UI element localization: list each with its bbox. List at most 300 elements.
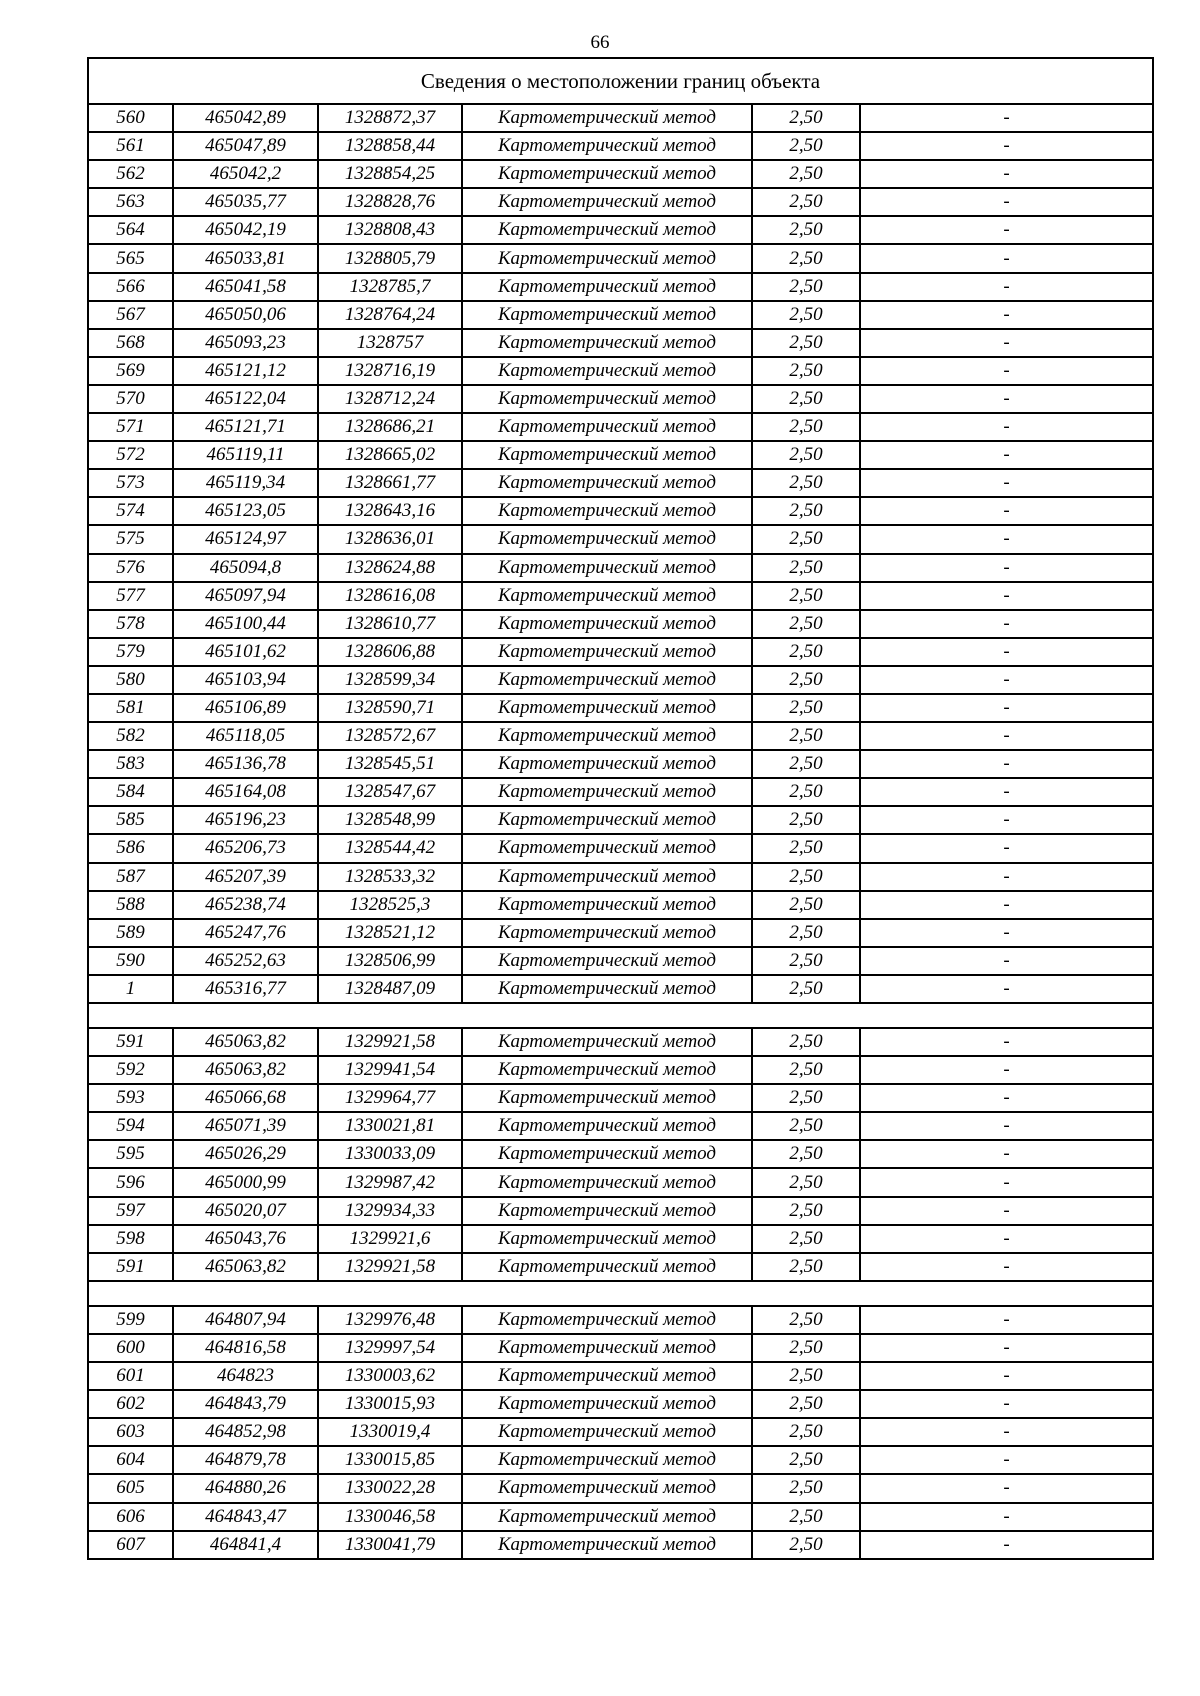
accuracy-cell: 2,50 — [752, 975, 860, 1003]
point-number-cell: 571 — [88, 413, 173, 441]
description-cell: - — [860, 1168, 1153, 1196]
description-cell: - — [860, 216, 1153, 244]
x-coordinate-cell: 465119,34 — [173, 469, 318, 497]
point-number-cell: 586 — [88, 834, 173, 862]
description-cell: - — [860, 666, 1153, 694]
method-cell: Картометрический метод — [462, 1362, 752, 1390]
x-coordinate-cell: 465124,97 — [173, 525, 318, 553]
table-row — [88, 1474, 1153, 1502]
y-coordinate-cell: 1329987,42 — [318, 1168, 462, 1196]
method-cell: Картометрический метод — [462, 694, 752, 722]
x-coordinate-cell: 464807,94 — [173, 1306, 318, 1334]
description-cell: - — [860, 1362, 1153, 1390]
accuracy-cell: 2,50 — [752, 441, 860, 469]
y-coordinate-cell: 1328808,43 — [318, 216, 462, 244]
accuracy-cell: 2,50 — [752, 216, 860, 244]
point-number-cell: 563 — [88, 188, 173, 216]
x-coordinate-cell: 464816,58 — [173, 1334, 318, 1362]
method-cell: Картометрический метод — [462, 1503, 752, 1531]
point-number-cell: 599 — [88, 1306, 173, 1334]
table-row — [88, 441, 1153, 469]
method-cell: Картометрический метод — [462, 244, 752, 272]
method-cell: Картометрический метод — [462, 834, 752, 862]
x-coordinate-cell: 465136,78 — [173, 750, 318, 778]
point-number-cell: 561 — [88, 132, 173, 160]
description-cell: - — [860, 385, 1153, 413]
y-coordinate-cell: 1328506,99 — [318, 947, 462, 975]
method-cell: Картометрический метод — [462, 806, 752, 834]
method-cell: Картометрический метод — [462, 301, 752, 329]
y-coordinate-cell: 1330033,09 — [318, 1140, 462, 1168]
accuracy-cell: 2,50 — [752, 273, 860, 301]
y-coordinate-cell: 1328548,99 — [318, 806, 462, 834]
x-coordinate-cell: 465042,89 — [173, 104, 318, 132]
point-number-cell: 579 — [88, 638, 173, 666]
description-cell: - — [860, 778, 1153, 806]
table-row — [88, 891, 1153, 919]
x-coordinate-cell: 465042,2 — [173, 160, 318, 188]
x-coordinate-cell: 465121,12 — [173, 357, 318, 385]
table-row — [88, 1140, 1153, 1168]
table-row — [88, 1362, 1153, 1390]
table-row — [88, 273, 1153, 301]
point-number-cell: 605 — [88, 1474, 173, 1502]
accuracy-cell: 2,50 — [752, 357, 860, 385]
accuracy-cell: 2,50 — [752, 1253, 860, 1281]
accuracy-cell: 2,50 — [752, 1028, 860, 1056]
y-coordinate-cell: 1328572,67 — [318, 722, 462, 750]
point-number-cell: 606 — [88, 1503, 173, 1531]
y-coordinate-cell: 1328665,02 — [318, 441, 462, 469]
description-cell: - — [860, 188, 1153, 216]
point-number-cell: 604 — [88, 1446, 173, 1474]
accuracy-cell: 2,50 — [752, 582, 860, 610]
method-cell: Картометрический метод — [462, 1306, 752, 1334]
method-cell: Картометрический метод — [462, 610, 752, 638]
y-coordinate-cell: 1328661,77 — [318, 469, 462, 497]
point-number-cell: 593 — [88, 1084, 173, 1112]
x-coordinate-cell: 465043,76 — [173, 1225, 318, 1253]
table-row — [88, 216, 1153, 244]
y-coordinate-cell: 1328624,88 — [318, 554, 462, 582]
y-coordinate-cell: 1328712,24 — [318, 385, 462, 413]
table-row — [88, 1446, 1153, 1474]
accuracy-cell: 2,50 — [752, 1446, 860, 1474]
x-coordinate-cell: 465063,82 — [173, 1253, 318, 1281]
y-coordinate-cell: 1329934,33 — [318, 1197, 462, 1225]
y-coordinate-cell: 1328590,71 — [318, 694, 462, 722]
y-coordinate-cell: 1329997,54 — [318, 1334, 462, 1362]
method-cell: Картометрический метод — [462, 1168, 752, 1196]
description-cell: - — [860, 947, 1153, 975]
point-number-cell: 598 — [88, 1225, 173, 1253]
point-number-cell: 576 — [88, 554, 173, 582]
description-cell: - — [860, 104, 1153, 132]
method-cell: Картометрический метод — [462, 329, 752, 357]
x-coordinate-cell: 465026,29 — [173, 1140, 318, 1168]
x-coordinate-cell: 465042,19 — [173, 216, 318, 244]
method-cell: Картометрический метод — [462, 947, 752, 975]
table-row — [88, 525, 1153, 553]
description-cell: - — [860, 160, 1153, 188]
y-coordinate-cell: 1328521,12 — [318, 919, 462, 947]
y-coordinate-cell: 1328636,01 — [318, 525, 462, 553]
x-coordinate-cell: 465103,94 — [173, 666, 318, 694]
table-row — [88, 132, 1153, 160]
point-number-cell: 596 — [88, 1168, 173, 1196]
description-cell: - — [860, 554, 1153, 582]
table-row — [88, 722, 1153, 750]
y-coordinate-cell: 1329921,6 — [318, 1225, 462, 1253]
point-number-cell: 570 — [88, 385, 173, 413]
description-cell: - — [860, 975, 1153, 1003]
method-cell: Картометрический метод — [462, 1253, 752, 1281]
description-cell: - — [860, 1253, 1153, 1281]
x-coordinate-cell: 465252,63 — [173, 947, 318, 975]
y-coordinate-cell: 1328487,09 — [318, 975, 462, 1003]
point-number-cell: 591 — [88, 1028, 173, 1056]
point-number-cell: 560 — [88, 104, 173, 132]
table-row — [88, 806, 1153, 834]
x-coordinate-cell: 465123,05 — [173, 497, 318, 525]
description-cell: - — [860, 244, 1153, 272]
accuracy-cell: 2,50 — [752, 1531, 860, 1559]
table-row — [88, 1306, 1153, 1334]
table-row — [88, 750, 1153, 778]
accuracy-cell: 2,50 — [752, 1390, 860, 1418]
table-row — [88, 694, 1153, 722]
description-cell: - — [860, 1112, 1153, 1140]
description-cell: - — [860, 132, 1153, 160]
description-cell: - — [860, 1225, 1153, 1253]
accuracy-cell: 2,50 — [752, 1084, 860, 1112]
point-number-cell: 603 — [88, 1418, 173, 1446]
y-coordinate-cell: 1330019,4 — [318, 1418, 462, 1446]
description-cell: - — [860, 301, 1153, 329]
point-number-cell: 565 — [88, 244, 173, 272]
point-number-cell: 568 — [88, 329, 173, 357]
description-cell: - — [860, 582, 1153, 610]
y-coordinate-cell: 1329941,54 — [318, 1056, 462, 1084]
point-number-cell: 584 — [88, 778, 173, 806]
accuracy-cell: 2,50 — [752, 1474, 860, 1502]
description-cell: - — [860, 1028, 1153, 1056]
table-row — [88, 1225, 1153, 1253]
accuracy-cell: 2,50 — [752, 778, 860, 806]
table-row — [88, 1197, 1153, 1225]
accuracy-cell: 2,50 — [752, 1503, 860, 1531]
method-cell: Картометрический метод — [462, 104, 752, 132]
description-cell: - — [860, 834, 1153, 862]
point-number-cell: 591 — [88, 1253, 173, 1281]
accuracy-cell: 2,50 — [752, 1334, 860, 1362]
table-row — [88, 357, 1153, 385]
y-coordinate-cell: 1328872,37 — [318, 104, 462, 132]
table-row — [88, 834, 1153, 862]
table-row — [88, 244, 1153, 272]
table-row — [88, 863, 1153, 891]
x-coordinate-cell: 465066,68 — [173, 1084, 318, 1112]
x-coordinate-cell: 465020,07 — [173, 1197, 318, 1225]
description-cell: - — [860, 357, 1153, 385]
accuracy-cell: 2,50 — [752, 834, 860, 862]
accuracy-cell: 2,50 — [752, 1140, 860, 1168]
point-number-cell: 577 — [88, 582, 173, 610]
point-number-cell: 607 — [88, 1531, 173, 1559]
point-number-cell: 594 — [88, 1112, 173, 1140]
y-coordinate-cell: 1328854,25 — [318, 160, 462, 188]
x-coordinate-cell: 464843,79 — [173, 1390, 318, 1418]
method-cell: Картометрический метод — [462, 413, 752, 441]
description-cell: - — [860, 891, 1153, 919]
accuracy-cell: 2,50 — [752, 188, 860, 216]
accuracy-cell: 2,50 — [752, 132, 860, 160]
point-number-cell: 573 — [88, 469, 173, 497]
accuracy-cell: 2,50 — [752, 329, 860, 357]
description-cell: - — [860, 1197, 1153, 1225]
accuracy-cell: 2,50 — [752, 469, 860, 497]
table-row — [88, 1168, 1153, 1196]
x-coordinate-cell: 465164,08 — [173, 778, 318, 806]
accuracy-cell: 2,50 — [752, 1197, 860, 1225]
description-cell: - — [860, 638, 1153, 666]
accuracy-cell: 2,50 — [752, 1418, 860, 1446]
y-coordinate-cell: 1328643,16 — [318, 497, 462, 525]
table-row — [88, 385, 1153, 413]
method-cell: Картометрический метод — [462, 357, 752, 385]
page-number: 66 — [590, 32, 610, 53]
y-coordinate-cell: 1328757 — [318, 329, 462, 357]
description-cell: - — [860, 750, 1153, 778]
point-number-cell: 583 — [88, 750, 173, 778]
description-cell: - — [860, 1474, 1153, 1502]
x-coordinate-cell: 465316,77 — [173, 975, 318, 1003]
y-coordinate-cell: 1328828,76 — [318, 188, 462, 216]
point-number-cell: 574 — [88, 497, 173, 525]
table-row — [88, 188, 1153, 216]
x-coordinate-cell: 465206,73 — [173, 834, 318, 862]
description-cell: - — [860, 469, 1153, 497]
table-row — [88, 610, 1153, 638]
accuracy-cell: 2,50 — [752, 666, 860, 694]
accuracy-cell: 2,50 — [752, 1306, 860, 1334]
method-cell: Картометрический метод — [462, 216, 752, 244]
description-cell: - — [860, 441, 1153, 469]
description-cell: - — [860, 413, 1153, 441]
x-coordinate-cell: 465050,06 — [173, 301, 318, 329]
point-number-cell: 564 — [88, 216, 173, 244]
x-coordinate-cell: 464843,47 — [173, 1503, 318, 1531]
method-cell: Картометрический метод — [462, 582, 752, 610]
point-number-cell: 567 — [88, 301, 173, 329]
x-coordinate-cell: 465041,58 — [173, 273, 318, 301]
table-row — [88, 1418, 1153, 1446]
accuracy-cell: 2,50 — [752, 863, 860, 891]
y-coordinate-cell: 1330041,79 — [318, 1531, 462, 1559]
method-cell: Картометрический метод — [462, 132, 752, 160]
y-coordinate-cell: 1328805,79 — [318, 244, 462, 272]
table-row — [88, 301, 1153, 329]
point-number-cell: 581 — [88, 694, 173, 722]
method-cell: Картометрический метод — [462, 160, 752, 188]
description-cell: - — [860, 806, 1153, 834]
x-coordinate-cell: 465033,81 — [173, 244, 318, 272]
method-cell: Картометрический метод — [462, 1197, 752, 1225]
point-number-cell: 602 — [88, 1390, 173, 1418]
table-row — [88, 413, 1153, 441]
method-cell: Картометрический метод — [462, 1028, 752, 1056]
method-cell: Картометрический метод — [462, 1140, 752, 1168]
y-coordinate-cell: 1328544,42 — [318, 834, 462, 862]
x-coordinate-cell: 465063,82 — [173, 1028, 318, 1056]
table-row — [88, 1390, 1153, 1418]
table-row — [88, 329, 1153, 357]
accuracy-cell: 2,50 — [752, 1112, 860, 1140]
point-number-cell: 592 — [88, 1056, 173, 1084]
table-row — [88, 554, 1153, 582]
point-number-cell: 601 — [88, 1362, 173, 1390]
y-coordinate-cell: 1330022,28 — [318, 1474, 462, 1502]
table-row — [88, 1112, 1153, 1140]
x-coordinate-cell: 465097,94 — [173, 582, 318, 610]
table-row — [88, 666, 1153, 694]
y-coordinate-cell: 1329976,48 — [318, 1306, 462, 1334]
description-cell: - — [860, 863, 1153, 891]
method-cell: Картометрический метод — [462, 385, 752, 413]
description-cell: - — [860, 329, 1153, 357]
x-coordinate-cell: 465071,39 — [173, 1112, 318, 1140]
x-coordinate-cell: 464879,78 — [173, 1446, 318, 1474]
table-title: Сведения о местоположении границ объекта — [88, 58, 1153, 104]
description-cell: - — [860, 1306, 1153, 1334]
x-coordinate-cell: 465094,8 — [173, 554, 318, 582]
description-cell: - — [860, 1084, 1153, 1112]
method-cell: Картометрический метод — [462, 441, 752, 469]
table-body — [88, 104, 1153, 1559]
method-cell: Картометрический метод — [462, 188, 752, 216]
description-cell: - — [860, 497, 1153, 525]
method-cell: Картометрический метод — [462, 778, 752, 806]
y-coordinate-cell: 1328606,88 — [318, 638, 462, 666]
accuracy-cell: 2,50 — [752, 750, 860, 778]
separator-cell — [88, 1281, 1153, 1306]
accuracy-cell: 2,50 — [752, 1056, 860, 1084]
method-cell: Картометрический метод — [462, 1225, 752, 1253]
table-row — [88, 1334, 1153, 1362]
table-row — [88, 497, 1153, 525]
point-number-cell: 578 — [88, 610, 173, 638]
y-coordinate-cell: 1328716,19 — [318, 357, 462, 385]
y-coordinate-cell: 1328545,51 — [318, 750, 462, 778]
table-row — [88, 104, 1153, 132]
method-cell: Картометрический метод — [462, 638, 752, 666]
description-cell: - — [860, 1418, 1153, 1446]
y-coordinate-cell: 1328525,3 — [318, 891, 462, 919]
table-row — [88, 947, 1153, 975]
point-number-cell: 575 — [88, 525, 173, 553]
y-coordinate-cell: 1330046,58 — [318, 1503, 462, 1531]
accuracy-cell: 2,50 — [752, 244, 860, 272]
y-coordinate-cell: 1330021,81 — [318, 1112, 462, 1140]
table-row — [88, 1503, 1153, 1531]
x-coordinate-cell: 465121,71 — [173, 413, 318, 441]
x-coordinate-cell: 464852,98 — [173, 1418, 318, 1446]
table-row — [88, 582, 1153, 610]
y-coordinate-cell: 1330003,62 — [318, 1362, 462, 1390]
point-number-cell: 600 — [88, 1334, 173, 1362]
method-cell: Картометрический метод — [462, 1446, 752, 1474]
x-coordinate-cell: 465100,44 — [173, 610, 318, 638]
table-row — [88, 975, 1153, 1003]
description-cell: - — [860, 919, 1153, 947]
point-number-cell: 1 — [88, 975, 173, 1003]
point-number-cell: 582 — [88, 722, 173, 750]
table-row — [88, 1531, 1153, 1559]
accuracy-cell: 2,50 — [752, 694, 860, 722]
x-coordinate-cell: 465101,62 — [173, 638, 318, 666]
contour-separator-row — [88, 1281, 1153, 1306]
x-coordinate-cell: 465063,82 — [173, 1056, 318, 1084]
point-number-cell: 595 — [88, 1140, 173, 1168]
y-coordinate-cell: 1329921,58 — [318, 1253, 462, 1281]
description-cell: - — [860, 1334, 1153, 1362]
description-cell: - — [860, 273, 1153, 301]
point-number-cell: 590 — [88, 947, 173, 975]
x-coordinate-cell: 465247,76 — [173, 919, 318, 947]
accuracy-cell: 2,50 — [752, 610, 860, 638]
method-cell: Картометрический метод — [462, 975, 752, 1003]
method-cell: Картометрический метод — [462, 1390, 752, 1418]
y-coordinate-cell: 1328610,77 — [318, 610, 462, 638]
description-cell: - — [860, 525, 1153, 553]
method-cell: Картометрический метод — [462, 1112, 752, 1140]
method-cell: Картометрический метод — [462, 891, 752, 919]
y-coordinate-cell: 1330015,93 — [318, 1390, 462, 1418]
description-cell: - — [860, 1390, 1153, 1418]
y-coordinate-cell: 1328547,67 — [318, 778, 462, 806]
table-row — [88, 778, 1153, 806]
table-title-row — [88, 58, 1153, 104]
method-cell: Картометрический метод — [462, 1474, 752, 1502]
point-number-cell: 587 — [88, 863, 173, 891]
description-cell: - — [860, 610, 1153, 638]
table-row — [88, 1253, 1153, 1281]
description-cell: - — [860, 1056, 1153, 1084]
boundary-coordinates-table — [87, 57, 1154, 1560]
y-coordinate-cell: 1328858,44 — [318, 132, 462, 160]
y-coordinate-cell: 1328599,34 — [318, 666, 462, 694]
x-coordinate-cell: 465047,89 — [173, 132, 318, 160]
accuracy-cell: 2,50 — [752, 919, 860, 947]
accuracy-cell: 2,50 — [752, 1225, 860, 1253]
accuracy-cell: 2,50 — [752, 413, 860, 441]
accuracy-cell: 2,50 — [752, 806, 860, 834]
x-coordinate-cell: 464880,26 — [173, 1474, 318, 1502]
x-coordinate-cell: 465122,04 — [173, 385, 318, 413]
x-coordinate-cell: 465119,11 — [173, 441, 318, 469]
table-row — [88, 1056, 1153, 1084]
accuracy-cell: 2,50 — [752, 891, 860, 919]
table-row — [88, 638, 1153, 666]
method-cell: Картометрический метод — [462, 722, 752, 750]
accuracy-cell: 2,50 — [752, 525, 860, 553]
x-coordinate-cell: 464841,4 — [173, 1531, 318, 1559]
y-coordinate-cell: 1329921,58 — [318, 1028, 462, 1056]
description-cell: - — [860, 1140, 1153, 1168]
point-number-cell: 566 — [88, 273, 173, 301]
accuracy-cell: 2,50 — [752, 385, 860, 413]
x-coordinate-cell: 465196,23 — [173, 806, 318, 834]
